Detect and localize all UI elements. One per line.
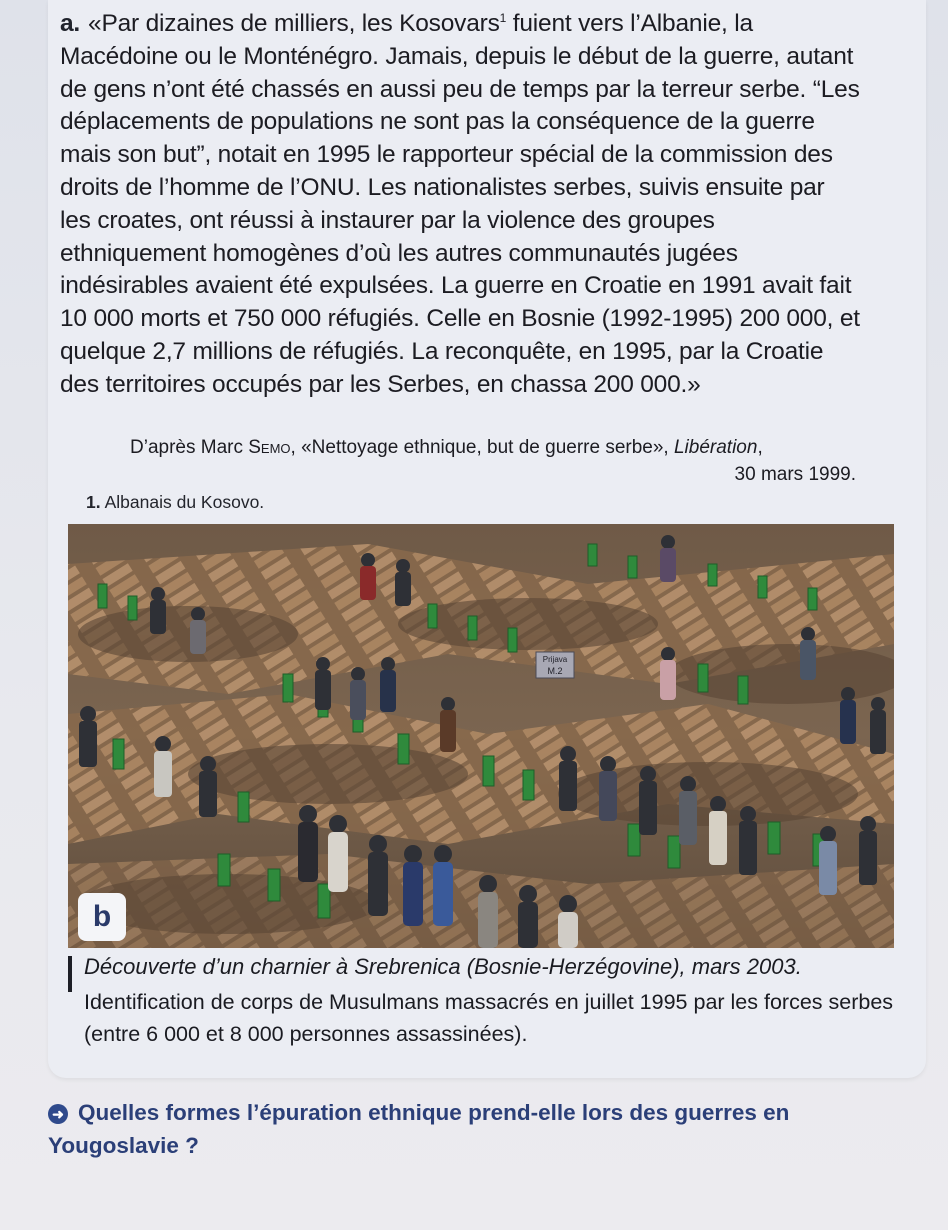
footnote-text: Albanais du Kosovo. (104, 492, 265, 512)
site-sign (536, 652, 574, 678)
footnote (86, 492, 264, 513)
quote-text (60, 8, 860, 402)
footnote-number: 1. (86, 492, 101, 512)
mass-grave-photo (68, 524, 894, 948)
question (48, 1096, 908, 1162)
source-publication: Libération (673, 437, 758, 458)
quote-part-2: fuient vers l’Albanie, la Macédoine ou le Monténégro. Jamais, depuis le début de la guerre, autant de gens n’ont été chassés en aussi peu de temps par la terreur serbe. “Les déplacements de populations ne sont pas la conséquence de la guerre mais son but”, notait en 1995 le rapporteur spécial de la commission des droits de l’homme de l’ONU. Les nationalistes serbes, suivis ensuite par les croates, ont réussi à instaurer par la violence des groupes ethniquement homogènes d’où les autres communautés jugées indésirables avaient été expulsées. La guerre en Croatie en 1991 avait fait 10 000 morts et 750 000 réfugiés. Celle en Bosnie (1992-1995) 200 000, et quelque 2,7 millions de réfugiés. La reconquête, en 1995, par la Croatie des territoires occupés par les Serbes, en chassa 200 000.» (60, 10, 860, 398)
caption-body: Identification de corps de Musulmans massacrés en juillet 1995 par les forces serbes (entre 6 000 et 8 000 personnes assassinées). (84, 990, 894, 1046)
footnote-reference: 1 (499, 10, 507, 25)
source-date: 30 mars 1999. (734, 464, 856, 485)
caption-bar (68, 956, 72, 992)
source-suffix: , (757, 437, 763, 458)
site-sign-line2: M.2 (547, 666, 563, 676)
quote-part-1: «Par dizaines de milliers, les Kosovars (88, 10, 500, 37)
source-citation (60, 434, 860, 488)
photo-label: b (78, 893, 126, 941)
question-text: Quelles formes l’épuration ethnique prend-elle lors des guerres en Yougoslavie ? (48, 1100, 790, 1158)
arrow-right-circle-icon: ➜ (48, 1104, 68, 1124)
source-middle: , «Nettoyage ethnique, but de guerre serbe», (290, 437, 674, 458)
source-author: Semo (248, 437, 291, 458)
source-prefix: D’après Marc (130, 437, 249, 458)
quote-marker: a. (60, 10, 81, 37)
site-sign-line1: Prijava (542, 655, 568, 664)
caption-title: Découverte d’un charnier à Srebrenica (Bosnie-Herzégovine), mars 2003. (84, 954, 802, 979)
